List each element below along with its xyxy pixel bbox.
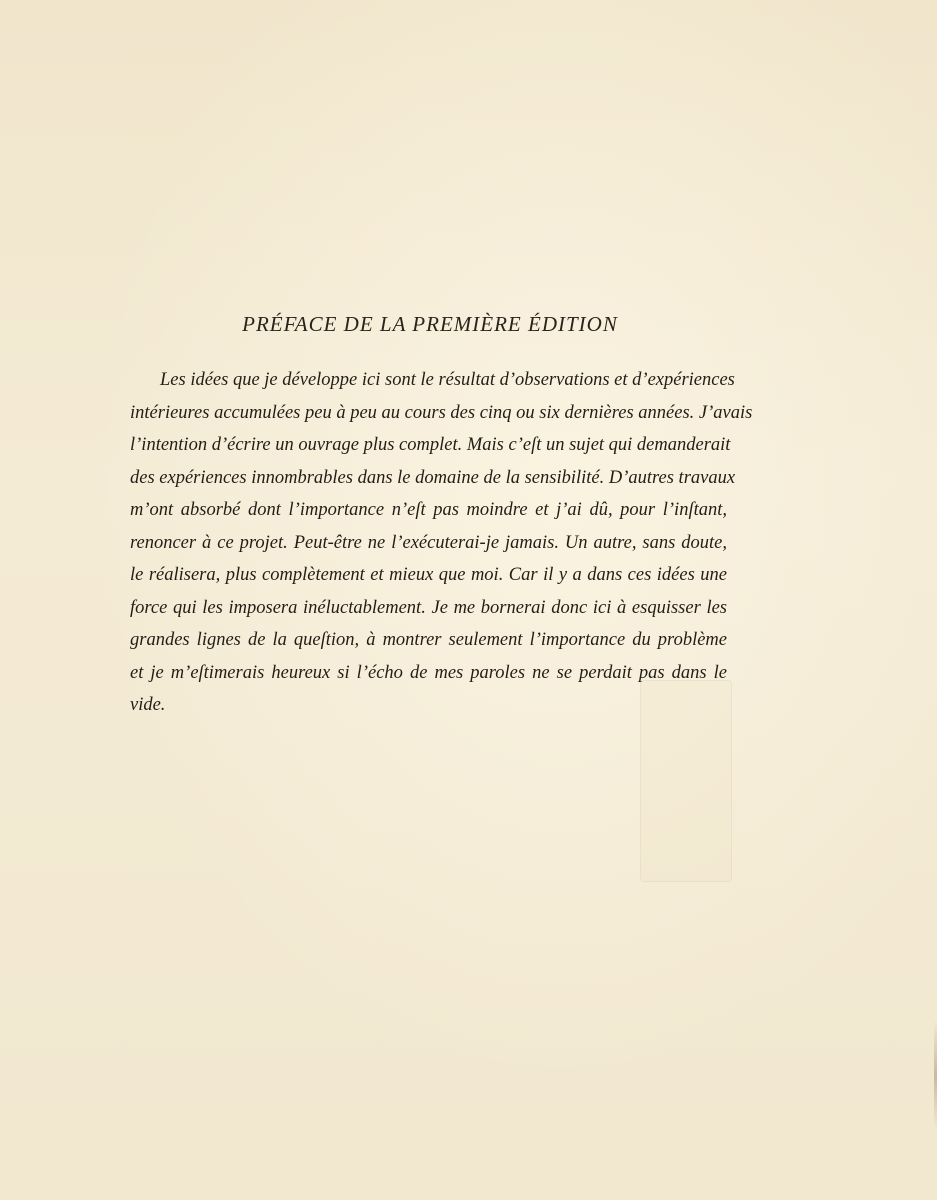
paragraph-line: intérieures accumulées peu à peu au cours des cinq ou six dernières années. J’avais [130, 402, 753, 423]
paragraph-line: m’ont absorbé dont l’importance n’eſt pas moindre et j’ai dû, pour l’inſtant, [130, 500, 727, 520]
preface-title: PRÉFACE DE LA PREMIÈRE ÉDITION [242, 312, 618, 336]
paragraph-line: le réalisera, plus complètement et mieux que moi. Car il y a dans ces idées une [130, 565, 727, 585]
paragraph-line: des expériences innombrables dans le domaine de la sensibilité. D’autres travaux [130, 467, 736, 488]
paragraph-line: et je m’eſtimerais heureux si l’écho de mes paroles ne se perdait pas dans le [130, 662, 727, 683]
paragraph-line: l’intention d’écrire un ouvrage plus complet. Mais c’eſt un sujet qui demanderait [130, 435, 731, 455]
paragraph-line: renoncer à ce projet. Peut-être ne l’exécuterai-je jamais. Un autre, sans doute, [130, 532, 727, 553]
paragraph-line: Les idées que je développe ici sont le résultat d’observations et d’expériences [160, 370, 735, 390]
paragraph-line: grandes lignes de la queſtion, à montrer seulement l’importance du problème [130, 630, 727, 650]
preface-paragraph [130, 364, 753, 722]
paragraph-line: force qui les imposera inéluctablement. Je me bornerai donc ici à esquisser les [130, 597, 727, 618]
paragraph-line: vide. [130, 695, 166, 715]
